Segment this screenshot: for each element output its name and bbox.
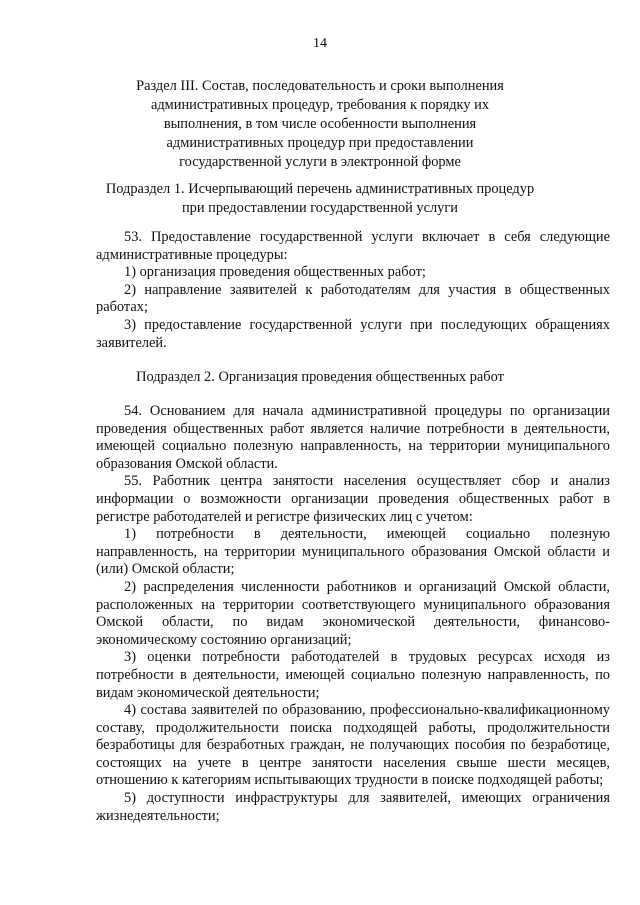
paragraph-55: 55. Работник центра занятости населения осуществляет сбор и анализ информации о возможности организации проведения общественных работ в регистре работодателей и регистре физических лиц с учетом: <box>96 473 610 525</box>
subsection-2-heading: Подраздел 2. Организация проведения общественных работ <box>136 369 504 385</box>
list-item: 2) направление заявителей к работодателям для участия в общественных работах; <box>96 281 610 316</box>
paragraph-53: 53. Предоставление государственной услуги включает в себя следующие административные процедуры: <box>96 229 610 263</box>
page-number: 14 <box>313 36 327 51</box>
list-item: 1) организация проведения общественных работ; <box>124 264 426 281</box>
public-works-section <box>96 403 610 825</box>
list-item: 3) предоставление государственной услуги при последующих обращениях заявителей. <box>96 316 610 351</box>
section-heading-line: Раздел III. Состав, последовательность и сроки выполнения <box>136 78 504 94</box>
procedures-list <box>96 229 610 352</box>
list-item: 2) распределения численности работников и организаций Омской области, расположенных на территории соответствующего муниципального образования Омской области, по видам экономической деятельности, финансово-экономическому состоянию организаций; <box>96 578 610 648</box>
section-heading-line: выполнения, в том числе особенности выполнения <box>163 116 477 132</box>
subsection-heading-line: Подраздел 1. Исчерпывающий перечень административных процедур <box>105 181 535 197</box>
section-heading-line: административных процедур при предоставлении <box>166 135 474 151</box>
paragraph-54: 54. Основанием для начала административной процедуры по организации проведения общественных работ является наличие потребности в деятельности, имеющей социально полезную направленность, на территории муниципального образования Омской области. <box>96 403 610 472</box>
list-item: 3) оценки потребности работодателей в трудовых ресурсах исходя из потребности в деятельности, имеющей социально полезную направленность, по видам экономической деятельности; <box>96 649 610 701</box>
list-item: 5) доступности инфраструктуры для заявителей, имеющих ограничения жизнедеятельности; <box>96 790 610 824</box>
list-item: 1) потребности в деятельности, имеющей социально полезную направленность, на территории муниципального образования Омской области и (или) Омской области; <box>96 526 610 578</box>
subsection-1-heading <box>0 180 640 218</box>
list-item: 4) состава заявителей по образованию, профессионально-квалификационному составу, продолжительности поиска подходящей работы, продолжительности безработицы для безработных граждан, не получающих пособия по безработице, состоящих на учете в центре занятости населения свыше шести месяцев, отношению к категориям испытывающих трудности в поиске подходящей работы; <box>96 702 610 789</box>
section-heading <box>0 77 640 172</box>
section-heading-line: государственной услуги в электронной форме <box>179 154 461 170</box>
section-heading-line: административных процедур, требования к порядку их <box>150 97 490 113</box>
subsection-heading-line: при предоставлении государственной услуги <box>181 200 458 216</box>
